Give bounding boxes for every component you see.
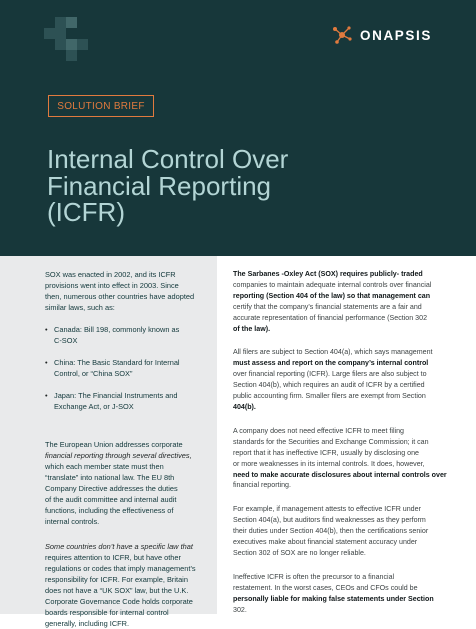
brand-name: ONAPSIS [360, 27, 432, 43]
paragraph-line: 404(b). [233, 402, 256, 411]
paragraph-line: 302. [233, 605, 247, 614]
list-item-text: Exchange Act, or J-SOX [54, 402, 134, 411]
paragraph-line: need to make accurate disclosures about internal controls over [233, 470, 447, 479]
eu-paragraph-line: which each member state must then [45, 462, 164, 471]
paragraph-line: A company does not need effective ICFR to meet filing [233, 426, 405, 435]
uk-paragraph-line: Some countries don’t have a specific law that [45, 542, 193, 551]
eu-paragraph-line: “translate” into national law. The EU 8th [45, 473, 175, 482]
page-title [47, 146, 347, 226]
onapsis-molecule-icon [330, 25, 354, 45]
eu-paragraph-line: Company Directive addresses the duties [45, 484, 178, 493]
paragraph-line: must assess and report on the company’s internal control [233, 359, 429, 368]
sidebar-intro-line: similar laws, such as: [45, 303, 115, 312]
paragraph-line: restatement. In the worst cases, CEOs and CFOs could be [233, 583, 418, 592]
sidebar-intro-line: SOX was enacted in 2002, and its ICFR [45, 270, 176, 279]
eu-paragraph-line: The European Union addresses corporate [45, 440, 183, 449]
title-line: Financial Reporting [47, 170, 272, 201]
paragraph-line: public accounting firm. Smaller filers are exempt from Section [233, 392, 426, 401]
eu-paragraph-line: of the audit committee and internal audit [45, 495, 177, 504]
paragraph-line: certify that the company’s financial statements are a fair and [233, 302, 422, 311]
uk-paragraph-line: Corporate Governance Code holds corporate [45, 597, 193, 606]
main-column [233, 269, 461, 615]
paragraph-line: accurate representation of financial performance (Section 302 [233, 313, 428, 322]
uk-paragraph-line: generally, including ICFR. [45, 619, 130, 628]
sidebar-text [45, 269, 215, 629]
sidebar-intro-line: provisions went into effect in 2003. Since [45, 281, 179, 290]
title-line: Internal Control Over [47, 144, 289, 174]
paragraph-line: over financial reporting (ICFR). Large filers are also subject to [233, 370, 427, 379]
bullet-icon: • [45, 325, 48, 334]
bullet-icon: • [45, 358, 48, 367]
paragraph-line: reporting (Section 404 of the law) so that management can [233, 291, 431, 300]
paragraph-line: Section 404(a), but auditors find weaknesses as they perform [233, 516, 426, 525]
uk-paragraph-line: regulations or codes that imply management’s [45, 564, 196, 573]
uk-paragraph-line: responsibility for ICFR. For example, Britain [45, 575, 188, 584]
paragraph-line: companies to maintain adequate internal controls over financial [233, 280, 432, 289]
hero-banner [0, 0, 476, 256]
paragraph-line: their duties under Section 404(b), then the certifications senior [233, 527, 429, 536]
list-item-text: C-SOX [54, 336, 78, 345]
paragraph-line: standards for the Securities and Exchange Commission; it can [233, 437, 429, 446]
brand-logo [330, 26, 432, 44]
title-line: (ICFR) [47, 197, 125, 227]
paragraph-line: For example, if management attests to effective ICFR under [233, 505, 421, 514]
uk-paragraph-line: does not have a “UK SOX” law, but the U.K. [45, 586, 189, 595]
paragraph-line: Ineffective ICFR is often the precursor to a financial [233, 572, 395, 581]
list-item [45, 390, 215, 412]
paragraph-line: report that it has ineffective ICFR, usually by disclosing one [233, 448, 419, 457]
list-item-text: China: The Basic Standard for Internal [54, 358, 180, 367]
list-item [45, 357, 215, 379]
paragraph-line: The Sarbanes -Oxley Act (SOX) requires publicly- traded [233, 270, 423, 278]
paragraph-line: financial reporting. [233, 481, 291, 490]
paragraph-line: or more weaknesses in its internal controls. It does, however, [233, 459, 425, 468]
sidebar-intro-line: then, numerous other countries have adopted [45, 292, 195, 301]
paragraph-line: All filers are subject to Section 404(a), which says management [233, 348, 433, 357]
uk-paragraph-line: boards responsible for internal control [45, 608, 169, 617]
paragraph-line: Section 404(b), which requires an audit of ICFR by a certified [233, 381, 425, 390]
eu-paragraph-line: financial reporting through several directives, [45, 451, 192, 460]
eu-paragraph-line: functions, including the effectiveness of [45, 506, 174, 515]
paragraph-line: personally liable for making false statements under Section [233, 594, 434, 603]
uk-paragraph-line: requires attention to ICFR, but have other [45, 553, 181, 562]
list-item [45, 324, 215, 346]
bullet-icon: • [45, 391, 48, 400]
paragraph-line: of the law). [233, 324, 271, 333]
solution-brief-tag: SOLUTION BRIEF [48, 95, 154, 117]
list-item-text: Japan: The Financial Instruments and [54, 391, 178, 400]
paragraph-line: Section 302 of SOX are no longer reliable. [233, 548, 366, 557]
list-item-text: Canada: Bill 198, commonly known as [54, 325, 180, 334]
list-item-text: Control, or “China SOX” [54, 369, 133, 378]
eu-paragraph-line: internal controls. [45, 517, 100, 526]
paragraph-line: executives make about financial statement accuracy under [233, 538, 418, 547]
